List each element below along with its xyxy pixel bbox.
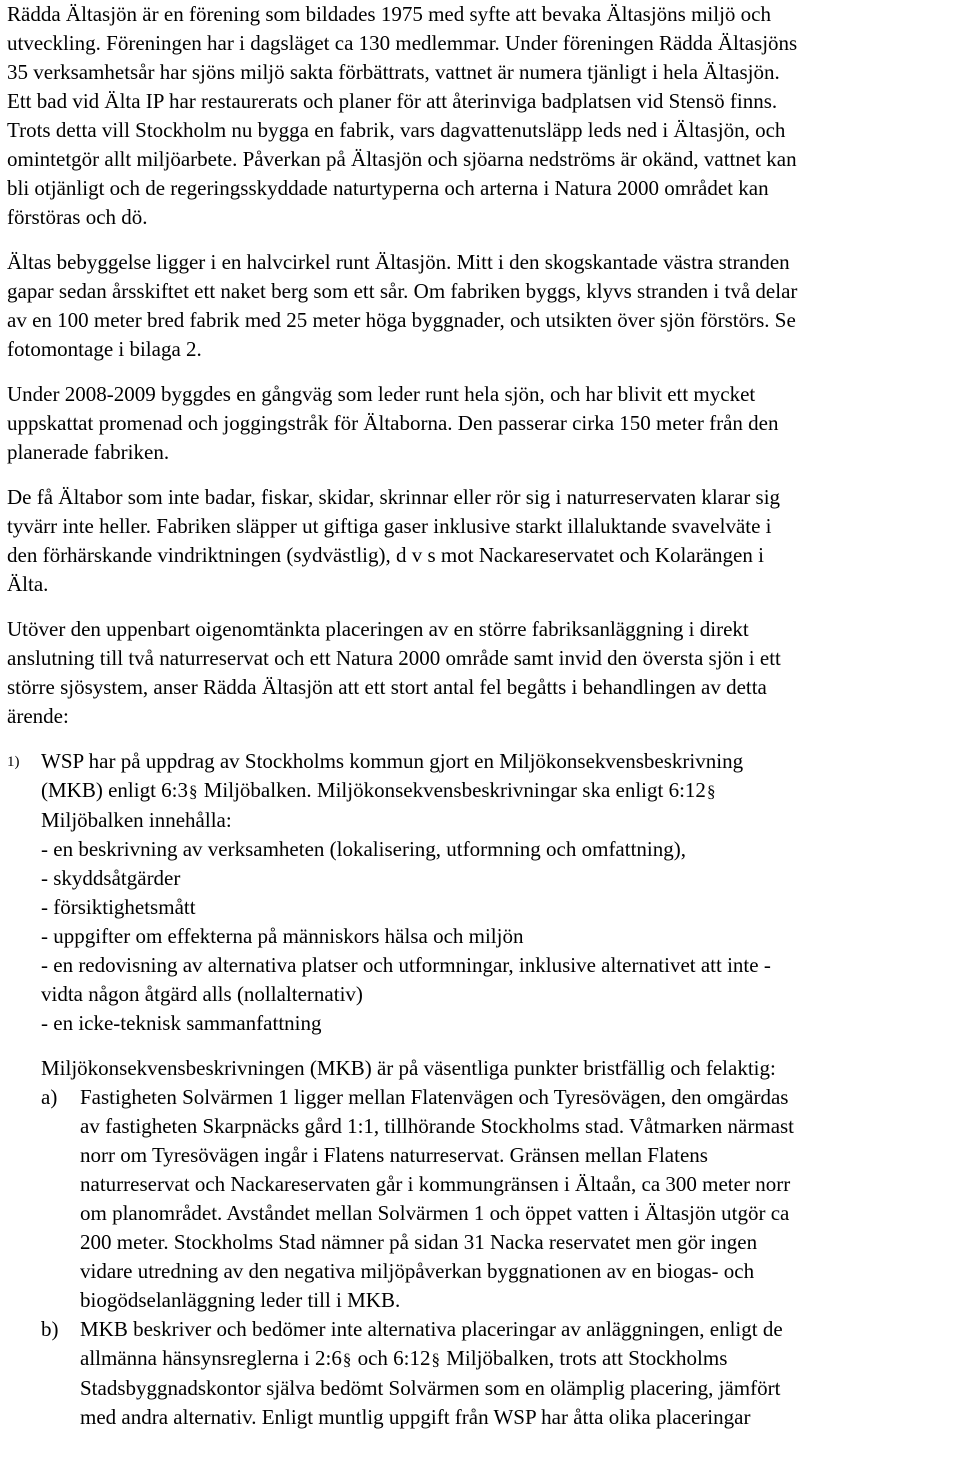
mkb-intro: Miljökonsekvensbeskrivningen (MKB) är på väsentliga punkter bristfällig och felaktig: xyxy=(41,1056,776,1080)
text-line: naturreservat och Nackareservaten går i kommungränsen i Ältaån, ca 300 meter norr xyxy=(80,1172,791,1196)
text-line: gapar sedan årsskiftet ett naket berg som ett sår. Om fabriken byggs, klyvs stranden i två delar xyxy=(7,279,798,303)
text-line: - en redovisning av alternativa platser och utformningar, inklusive alternativet att inte - xyxy=(41,953,771,977)
text-line: - försiktighetsmått xyxy=(41,895,196,919)
text-line: vidta någon åtgärd alls (nollalternativ) xyxy=(41,982,363,1006)
sub-item-label: a) xyxy=(41,1085,58,1109)
text-line: bli otjänligt och de regeringsskyddade naturtyperna och arterna i Natura 2000 området kan xyxy=(7,176,769,200)
text-fragment: och 6:12 xyxy=(352,1346,431,1370)
text-line: ärende: xyxy=(7,704,69,728)
text-line: vidare utredning av den negativa miljöpåverkan byggnationen av en biogas- och xyxy=(80,1259,755,1283)
section-sign: § xyxy=(706,782,716,801)
list-item-1 xyxy=(7,747,957,1038)
text-line: förstöras och dö. xyxy=(7,205,148,229)
text-line: den förhärskande vindriktningen (sydvästlig), d v s mot Nackareservatet och Kolarängen i xyxy=(7,543,764,567)
text-line: Älta. xyxy=(7,572,49,596)
text-line: Fastigheten Solvärmen 1 ligger mellan Flatenvägen och Tyresövägen, den omgärdas xyxy=(80,1085,789,1109)
text-line: MKB beskriver och bedömer inte alternativa placeringar av anläggningen, enligt de xyxy=(80,1317,783,1341)
gases-paragraph xyxy=(7,483,957,599)
text-line: av en 100 meter bred fabrik med 25 meter höga byggnader, och utsikten över sjön förstörs. Se xyxy=(7,308,796,332)
text-line: - skyddsåtgärder xyxy=(41,866,181,890)
text-line: omintetgör allt miljöarbete. Påverkan på Ältasjön och sjöarna nedströms är okänd, vattnet kan xyxy=(7,147,797,171)
text-line: med andra alternativ. Enligt muntlig uppgift från WSP har åtta olika placeringar xyxy=(80,1405,751,1429)
text-line: - uppgifter om effekterna på människors hälsa och miljön xyxy=(41,924,524,948)
text-line: planerade fabriken. xyxy=(7,440,170,464)
text-line: Under 2008-2009 byggdes en gångväg som leder runt hela sjön, och har blivit ett mycket xyxy=(7,382,756,406)
text-line: biogödselanläggning leder till i MKB. xyxy=(80,1288,401,1312)
text-line: utveckling. Föreningen har i dagsläget ca 130 medlemmar. Under föreningen Rädda Ältasjöns xyxy=(7,31,798,55)
text-line xyxy=(41,776,957,806)
text-line: De få Ältabor som inte badar, fiskar, skidar, skrinnar eller rör sig i naturreservaten klarar sig xyxy=(7,485,781,509)
sub-item-b xyxy=(7,1315,957,1432)
list-number: 1) xyxy=(7,754,20,770)
text-line: fotomontage i bilaga 2. xyxy=(7,337,202,361)
text-line: om planområdet. Avståndet mellan Solvärmen 1 och öppet vatten i Ältasjön utgör ca xyxy=(80,1201,790,1225)
sub-item-label: b) xyxy=(41,1317,59,1341)
walkway-paragraph xyxy=(7,380,957,467)
text-line: Rädda Ältasjön är en förening som bildades 1975 med syfte att bevaka Ältasjöns miljö och xyxy=(7,2,771,26)
text-line: av fastigheten Skarpnäcks gård 1:1, tillhörande Stockholms stad. Våtmarken närmast xyxy=(80,1114,795,1138)
errors-paragraph xyxy=(7,615,957,731)
text-line: Ältas bebyggelse ligger i en halvcirkel runt Ältasjön. Mitt i den skogskantade västra stranden xyxy=(7,250,790,274)
text-line: uppskattat promenad och joggingstråk för Ältaborna. Den passerar cirka 150 meter från den xyxy=(7,411,779,435)
text-line: 200 meter. Stockholms Stad nämner på sidan 31 Nacka reservatet men gör ingen xyxy=(80,1230,758,1254)
section-sign: § xyxy=(431,1350,440,1369)
text-line: anslutning till två naturreservat och ett Natura 2000 område samt invid den översta sjön i ett xyxy=(7,646,781,670)
text-line: större sjösystem, anser Rädda Ältasjön att ett stort antal fel begåtts i behandlingen av detta xyxy=(7,675,767,699)
text-line: Stadsbyggnadskontor själva bedömt Solvärmen som en olämplig placering, jämfört xyxy=(80,1376,781,1400)
text-line: - en icke-teknisk sammanfattning xyxy=(41,1011,322,1035)
document-page xyxy=(7,0,957,1432)
text-line: norr om Tyresövägen ingår i Flatens naturreservat. Gränsen mellan Flatens xyxy=(80,1143,708,1167)
text-fragment: Miljöbalken, trots att Stockholms xyxy=(441,1346,728,1370)
section-sign: § xyxy=(342,1350,352,1369)
section-sign: § xyxy=(189,782,198,801)
text-fragment: Miljöbalken. Miljökonsekvensbeskrivningar ska enligt 6:12 xyxy=(198,778,706,802)
intro-paragraph xyxy=(7,0,957,232)
text-fragment: (MKB) enligt 6:3 xyxy=(41,778,188,802)
sub-item-a xyxy=(7,1083,957,1315)
text-line: Trots detta vill Stockholm nu bygga en fabrik, vars dagvattenutsläpp leds ned i Ältasjön, och xyxy=(7,118,786,142)
text-line: Utöver den uppenbart oigenomtänkta placeringen av en större fabriksanläggning i direkt xyxy=(7,617,749,641)
text-line: tyvärr inte heller. Fabriken släpper ut giftiga gaser inklusive starkt illaluktande svavelväte i xyxy=(7,514,772,538)
numbered-list xyxy=(7,747,957,1432)
text-fragment: allmänna hänsynsreglerna i 2:6 xyxy=(80,1346,342,1370)
text-line: WSP har på uppdrag av Stockholms kommun gjort en Miljökonsekvensbeskrivning xyxy=(41,749,744,773)
text-line: - en beskrivning av verksamheten (lokalisering, utformning och omfattning), xyxy=(41,837,687,861)
text-line: Miljöbalken innehålla: xyxy=(41,808,232,832)
text-line: 35 verksamhetsår har sjöns miljö sakta förbättrats, vattnet är numera tjänligt i hela Ältasjön. xyxy=(7,60,780,84)
text-line: Ett bad vid Älta IP har restaurerats och planer för att återinviga badplatsen vid Stensö finns. xyxy=(7,89,778,113)
text-line xyxy=(80,1344,957,1374)
settlement-paragraph xyxy=(7,248,957,364)
